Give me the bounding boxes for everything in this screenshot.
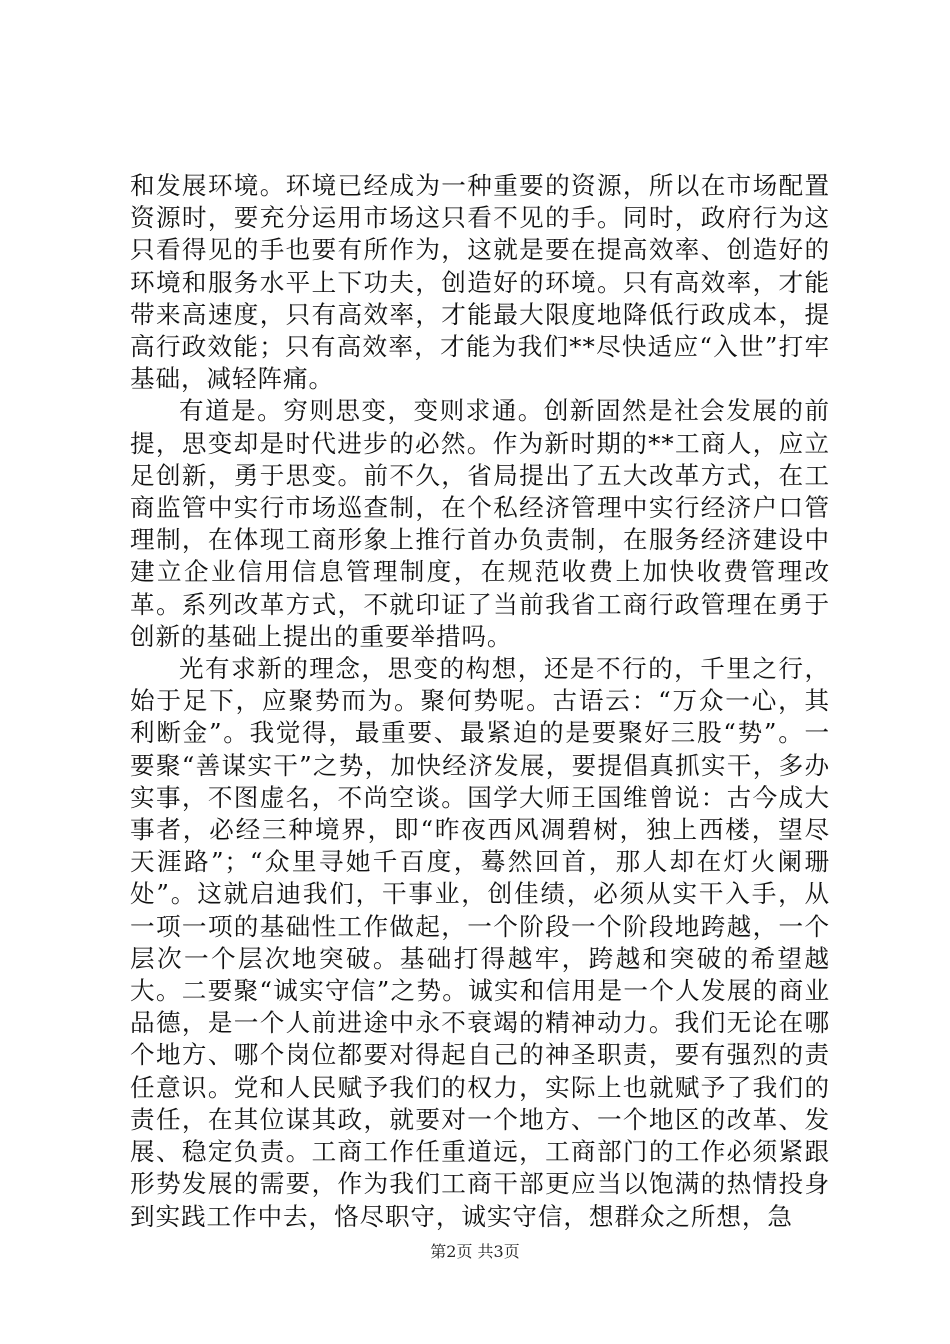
document-body — [130, 170, 830, 1233]
page-number-footer: 第2页 共3页 — [430, 1242, 520, 1261]
paragraph-1: 和发展环境。环境已经成为一种重要的资源，所以在市场配置资源时，要充分运用市场这只看不见的手。同时，政府行为这只看得见的手也要有所作为，这就是要在提高效率、创造好的环境和服务水平上下功夫，创造好的环境。只有高效率，才能带来高速度，只有高效率，才能最大限度地降低行政成本，提高行政效能；只有高效率，才能为我们**尽快适应“入世”打牢基础，减轻阵痛。 — [130, 171, 830, 394]
paragraph-3: 光有求新的理念，思变的构想，还是不行的，千里之行，始于足下，应聚势而为。聚何势呢。古语云：“万众一心，其利断金”。我觉得，最重要、最紧迫的是要聚好三股“势”。一要聚“善谋实干”之势，加快经济发展，要提倡真抓实干，多办实事，不图虚名，不尚空谈。国学大师王国维曾说：古今成大事者，必经三种境界，即“昨夜西风凋碧树，独上西楼，望尽天涯路”；“众里寻她千百度，蓦然回首，那人却在灯火阑珊处”。这就启迪我们，干事业，创佳绩，必须从实干入手，从一项一项的基础性工作做起，一个阶段一个阶段地跨越，一个层次一个层次地突破。基础打得越牢，跨越和突破的希望越大。二要聚“诚实守信”之势。诚实和信用是一个人发展的商业品德，是一个人前进途中永不衰竭的精神动力。我们无论在哪个地方、哪个岗位都要对得起自己的神圣职责，要有强烈的责任意识。党和人民赋予我们的权力，实际上也就赋予了我们的责任，在其位谋其政，就要对一个地方、一个地区的改革、发展、稳定负责。工商工作任重道远，工商部门的工作必须紧跟形势发展的需要，作为我们工商干部更应当以饱满的热情投身到实践工作中去，恪尽职守，诚实守信，想群众之所想，急 — [130, 654, 830, 1231]
paragraph-2: 有道是。穷则思变，变则求通。创新固然是社会发展的前提，思变却是时代进步的必然。作为新时期的**工商人，应立足创新，勇于思变。前不久，省局提出了五大改革方式，在工商监管中实行市场巡查制，在个私经济管理中实行经济户口管理制，在体现工商形象上推行首办负责制，在服务经济建设中建立企业信用信息管理制度，在规范收费上加快收费管理改革。系列改革方式，不就印证了当前我省工商行政管理在勇于创新的基础上提出的重要举措吗。 — [130, 396, 830, 651]
